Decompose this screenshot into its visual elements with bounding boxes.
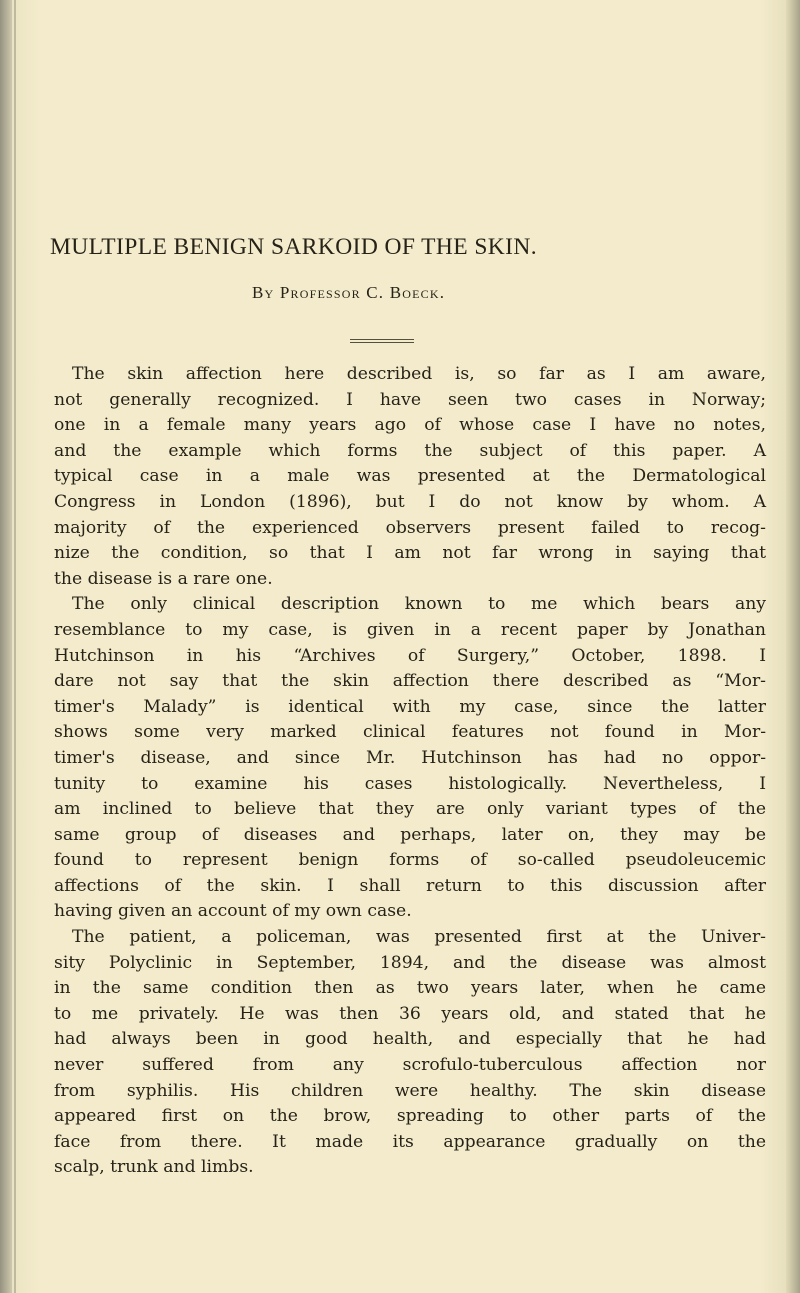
body-text-line: The skin affection here described is, so far as I am aware, (72, 364, 766, 384)
body-text-line: never suffered from any scrofulo-tuberculous affection nor (54, 1055, 766, 1076)
page-binding-shadow (0, 0, 12, 1293)
body-text-line: one in a female many years ago of whose case I have no notes, (54, 415, 766, 436)
body-text-line: The patient, a policeman, was presented first at the Univer- (72, 927, 766, 948)
body-text-line: tunity to examine his cases histologically. Nevertheless, I (54, 773, 766, 794)
body-text-line: Hutchinson in his “Archives of Surgery,” October, 1898. I (54, 645, 766, 666)
body-text-line: had always been in good health, and especially that he had (54, 1029, 766, 1050)
body-text-line: appeared first on the brow, spreading to other parts of the (54, 1106, 766, 1127)
body-text-line: timer's disease, and since Mr. Hutchinson has had no oppor- (54, 747, 766, 768)
body-text-line: nize the condition, so that I am not far wrong in saying that (54, 543, 766, 564)
body-text-line: scalp, trunk and limbs. (54, 1157, 254, 1178)
article-byline: By Professor C. Boeck. (252, 283, 446, 302)
body-text-line: timer's Malady” is identical with my case, since the latter (54, 696, 766, 717)
body-text-line: The only clinical description known to me which bears any (72, 594, 766, 615)
body-text-line: dare not say that the skin affection there described as “Mor- (54, 671, 766, 692)
body-text-line: to me privately. He was then 36 years old, and stated that he (54, 1003, 766, 1024)
article-title: MULTIPLE BENIGN SARKOID OF THE SKIN. (50, 234, 538, 260)
body-text-line: am inclined to believe that they are only variant types of the (54, 799, 766, 820)
body-text-line: affections of the skin. I shall return to this discussion after (54, 875, 766, 896)
title-divider-rule-second (350, 342, 414, 343)
body-text-line: face from there. It made its appearance gradually on the (54, 1131, 766, 1152)
body-text-line: Congress in London (1896), but I do not know by whom. A (54, 491, 766, 512)
body-text-line: same group of diseases and perhaps, later on, they may be (54, 824, 766, 845)
body-text-line: resemblance to my case, is given in a recent paper by Jonathan (54, 619, 766, 640)
body-text-line: shows some very marked clinical features not found in Mor- (54, 722, 766, 743)
body-text-line: sity Polyclinic in September, 1894, and the disease was almost (54, 952, 766, 973)
body-text-line: having given an account of my own case. (54, 901, 412, 922)
body-text-line: the disease is a rare one. (54, 568, 273, 589)
body-text-line: majority of the experienced observers present failed to recog- (54, 517, 766, 538)
body-text-line: not generally recognized. I have seen two cases in Norway; (54, 389, 766, 410)
page-binding-edge (14, 0, 16, 1293)
page-edge-shadow (786, 0, 800, 1293)
body-text-line: in the same condition then as two years later, when he came (54, 978, 766, 999)
article-body (54, 362, 766, 1181)
title-divider-rule (350, 339, 414, 340)
body-text-line: typical case in a male was presented at the Dermatological (54, 466, 766, 487)
body-text-line: and the example which forms the subject of this paper. A (54, 440, 766, 461)
body-text-line: from syphilis. His children were healthy. The skin disease (54, 1080, 766, 1101)
body-text-line: found to represent benign forms of so-called pseudoleucemic (54, 850, 766, 871)
